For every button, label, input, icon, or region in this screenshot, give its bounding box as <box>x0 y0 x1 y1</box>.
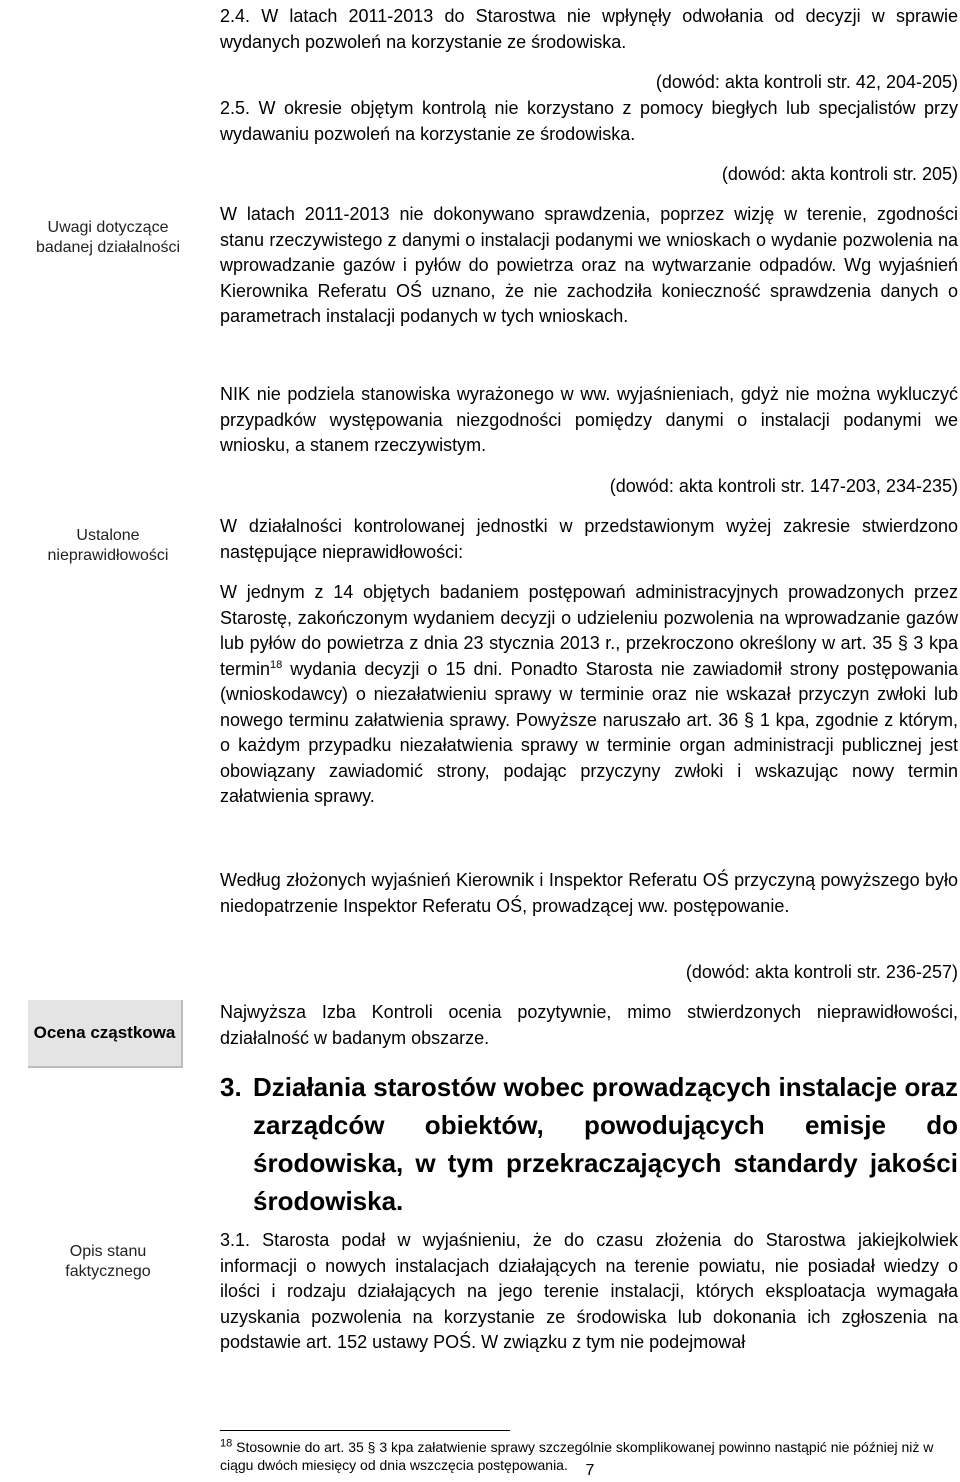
paragraph-ustalone-main <box>220 580 958 810</box>
footnote-text: Stosownie do art. 35 § 3 kpa załatwienie sprawy szczególnie skomplikowanej powinno nastąpić nie później niż w ciągu dwóch miesięcy od dnia wszczęcia postępowania. <box>220 1439 934 1473</box>
section-number: 3. <box>220 1072 242 1102</box>
sidebar-label-uwagi: Uwagi dotyczące badanej działalności <box>35 219 181 256</box>
paragraph-ocena: Najwyższa Izba Kontroli ocenia pozytywnie, mimo stwierdzonych nieprawidłowości, działalność w badanym obszarze. <box>220 1002 958 1048</box>
evidence-note: (dowód: akta kontroli str. 236-257) <box>685 962 958 982</box>
paragraph-2-4: 2.4. W latach 2011-2013 do Starostwa nie wpłynęły odwołania od decyzji w sprawie wydanych pozwoleń na korzystanie ze środowiska. <box>220 6 958 52</box>
footnote-number: 18 <box>220 1437 233 1450</box>
paragraph-2-5: 2.5. W okresie objętym kontrolą nie korzystano z pomocy biegłych lub specjalistów przy wydawaniu pozwoleń na korzystanie ze środowiska. <box>220 98 958 144</box>
paragraph-ustalone-part2: wydania decyzji o 15 dni. Ponadto Starosta nie zawiadomił strony postępowania (wnioskodawcy) o niezałatwieniu sprawy w terminie oraz nie wskazał przyczyn zwłoki lub nowego terminu załatwienia sprawy. Powyższe naruszało art. 36 § 1 kpa, zgodnie z którym, o każdym przypadku niezałatwienia sprawy w terminie organ administracji publicznej jest obowiązany zawiadomić strony, podając przyczyny zwłoki i wskazując nowy termin załatwienia sprawy. <box>220 658 958 806</box>
paragraph-uwagi: W latach 2011-2013 nie dokonywano sprawdzenia, poprzez wizję w terenie, zgodności stanu rzeczywistego z danymi o instalacji podanymi we wnioskach o wydanie pozwolenia na wprowadzanie gazów i pyłów do powietrza oraz na wytwarzanie odpadów. Wg wyjaśnień Kierownika Referatu OŚ uznano, że nie zachodziła konieczność sprawdzenia danych o parametrach instalacji podanych w tych wnioskach. <box>220 204 958 326</box>
section-heading-3 <box>220 1068 958 1220</box>
paragraph-wyjasnienia: Według złożonych wyjaśnień Kierownik i Inspektor Referatu OŚ przyczyną powyższego było niedopatrzenie Inspektor Referatu OŚ, prowadzącej ww. postępowanie. <box>220 870 958 916</box>
page-number: 7 <box>585 1462 595 1479</box>
sidebar-label-opis: Opis stanu faktycznego <box>65 1243 151 1280</box>
paragraph-nik: NIK nie podziela stanowiska wyrażonego w ww. wyjaśnieniach, gdyż nie można wykluczyć przypadków występowania niezgodności pomiędzy danymi o instalacji podanymi we wniosku, a stanem rzeczywistym. <box>220 384 958 455</box>
paragraph-ustalone-intro: W działalności kontrolowanej jednostki w przedstawionym wyżej zakresie stwierdzono następujące nieprawidłowości: <box>220 516 958 562</box>
sidebar-label-ocena: Ocena cząstkowa <box>28 1000 183 1068</box>
evidence-note: (dowód: akta kontroli str. 205) <box>721 164 958 184</box>
section-title: Działania starostów wobec prowadzących instalacje oraz zarządców obiektów, powodujących emisje do środowiska, w tym przekraczających standardy jakości środowiska. <box>253 1072 958 1216</box>
footnote-ref: 18 <box>270 658 283 671</box>
evidence-note: (dowód: akta kontroli str. 147-203, 234-235) <box>609 476 958 496</box>
sidebar-label-ustalone: Ustalone nieprawidłowości <box>47 527 169 564</box>
paragraph-3-1: 3.1. Starosta podał w wyjaśnieniu, że do czasu złożenia do Starostwa jakiejkolwiek informacji o nowych instalacjach działających na terenie powiatu, nie posiadał wiedzy o ilości i rodzaju działających na jego terenie instalacji, których eksploatacja wymagała uzyskania pozwolenia na korzystanie ze środowiska lub dokonania ich zgłoszenia na podstawie art. 152 ustawy POŚ. W związku z tym nie podejmował <box>220 1230 958 1352</box>
paragraph-ustalone-part1: W jednym z 14 objętych badaniem postępowań administracyjnych prowadzonych przez Starostę, zakończonym wydaniem decyzji o udzieleniu pozwolenia na wprowadzanie gazów lub pyłów do powietrza z dnia 23 stycznia 2013 r., przekroczono określony w art. 35 § 3 kpa termin <box>220 582 958 679</box>
evidence-note: (dowód: akta kontroli str. 42, 204-205) <box>655 72 958 92</box>
footnote-divider <box>220 1430 510 1431</box>
